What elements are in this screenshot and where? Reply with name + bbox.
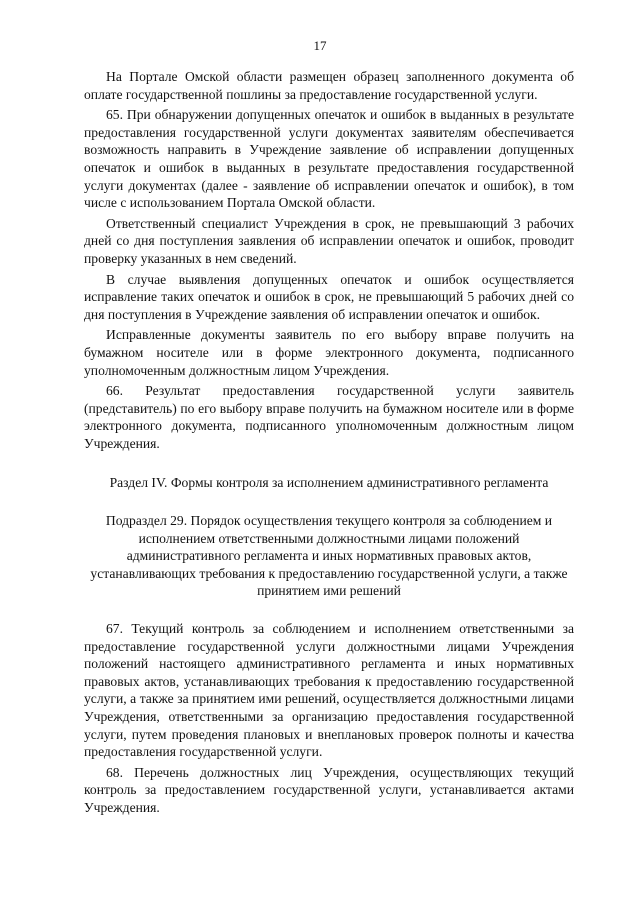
paragraph-portal-sample: На Портале Омской области размещен образец заполненного документа об оплате государственной пошлины за предоставление государственной услуги. — [84, 69, 574, 102]
paragraph-67: 67. Текущий контроль за соблюдением и исполнением ответственными за предоставление государственной услуги должностными лицами Учреждения положений настоящего административного регламента и иных нормативных правовых актов, устанавливающих требования к предоставлению государственной услуги, а также за принятием ими решений, осуществляется должностными лицами Учреждения, ответственными за организацию предоставления государственной услуги, путем проведения плановых и внеплановых проверок полноты и качества предоставления государственной услуги. — [84, 621, 574, 760]
document-body — [84, 68, 574, 820]
paragraph-correction-term: В случае выявления допущенных опечаток и ошибок осуществляется исправление таких опечаток и ошибок в срок, не превышающий 5 рабочих дней со дня поступления в Учреждение заявления об исправлении опечаток и ошибок. — [84, 271, 574, 322]
section-heading: Раздел IV. Формы контроля за исполнением административного регламента — [109, 475, 549, 491]
paragraph-corrected-documents: Исправленные документы заявитель по его выбору вправе получить на бумажном носителе или в форме электронного документа, подписанного уполномоченным должностным лицом Учреждения. — [84, 327, 574, 378]
paragraph-68: 68. Перечень должностных лиц Учреждения, осуществляющих текущий контроль за предоставлением государственной услуги, устанавливается актами Учреждения. — [84, 764, 574, 815]
paragraph-specialist-check: Ответственный специалист Учреждения в срок, не превышающий 3 рабочих дней со дня поступления заявления об исправлении опечаток и ошибок, проводит проверку указанных в нем сведений. — [84, 215, 574, 266]
paragraph-65: 65. При обнаружении допущенных опечаток и ошибок в выданных в результате предоставления государственной услуги документах заявителям обеспечивается возможность направить в Учреждение заявление об исправлении допущенных опечаток и ошибок в выданных в результате предоставления государственной услуги документах (далее - заявление об исправлении опечаток и ошибок), в том числе с использованием Портала Омской области. — [84, 107, 574, 211]
paragraph-66: 66. Результат предоставления государственной услуги заявитель (представитель) по его выбору вправе получить на бумажном носителе или в форме электронного документа, подписанного уполномоченным должностным лицом Учреждения. — [84, 383, 574, 451]
page-number: 17 — [313, 38, 327, 53]
subsection-heading: Подраздел 29. Порядок осуществления текущего контроля за соблюдением и исполнением ответственными должностными лицами положений административного регламента и иных нормативных правовых актов, устанавливающих требования к предоставлению государственной услуги, а также принятием ими решений — [90, 513, 568, 599]
